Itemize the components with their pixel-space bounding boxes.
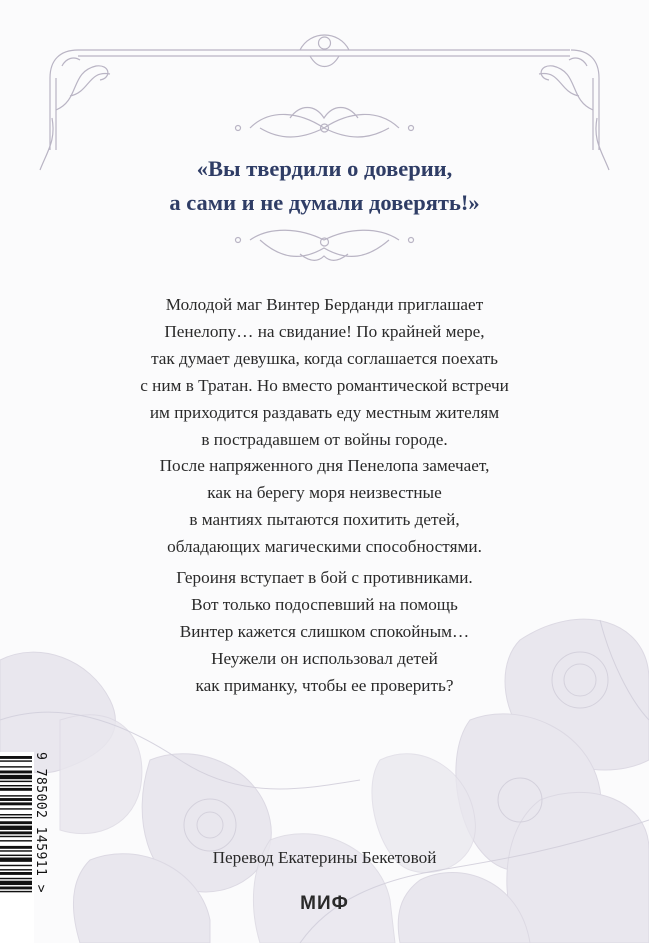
blurb-line: как на берегу моря неизвестные bbox=[207, 483, 442, 502]
blurb-line: как приманку, чтобы ее проверить? bbox=[195, 676, 454, 695]
blurb-paragraph bbox=[0, 452, 649, 560]
translator-credit: Перевод Екатерины Бекетовой bbox=[212, 848, 437, 867]
quote-line: а сами и не думали доверять!» bbox=[169, 190, 480, 215]
blurb-line: обладающих магическими способностями. bbox=[167, 537, 482, 556]
blurb-line: После напряженного дня Пенелопа замечает, bbox=[159, 456, 490, 475]
barcode-number: 9 785002 145911 > bbox=[33, 752, 48, 893]
cover-quote bbox=[0, 152, 649, 220]
blurb-line: Пенелопу… на свидание! По крайней мере, bbox=[164, 322, 485, 341]
quote-line: «Вы твердили о доверии, bbox=[196, 156, 453, 181]
blurb-line: с ним в Тратан. Но вместо романтической встречи bbox=[140, 376, 509, 395]
blurb-line: им приходится раздавать еду местным жителям bbox=[149, 403, 500, 422]
barcode-digits bbox=[34, 752, 54, 943]
blurb-paragraph bbox=[0, 564, 649, 699]
blurb-line: в пострадавшем от войны городе. bbox=[201, 430, 448, 449]
blurb-line: Неужели он использовал детей bbox=[211, 649, 438, 668]
publisher-logo: МИФ bbox=[300, 893, 349, 914]
blurb-line: Молодой маг Винтер Берданди приглашает bbox=[165, 295, 484, 314]
blurb-line: в мантиях пытаются похитить детей, bbox=[189, 510, 460, 529]
blurb-line: Винтер кажется слишком спокойным… bbox=[179, 622, 470, 641]
blurb-paragraph bbox=[0, 291, 649, 453]
blurb-line: Героиня вступает в бой с противниками. bbox=[176, 568, 473, 587]
blurb-line: Вот только подоспевший на помощь bbox=[191, 595, 458, 614]
blurb-line: так думает девушка, когда соглашается поехать bbox=[151, 349, 498, 368]
